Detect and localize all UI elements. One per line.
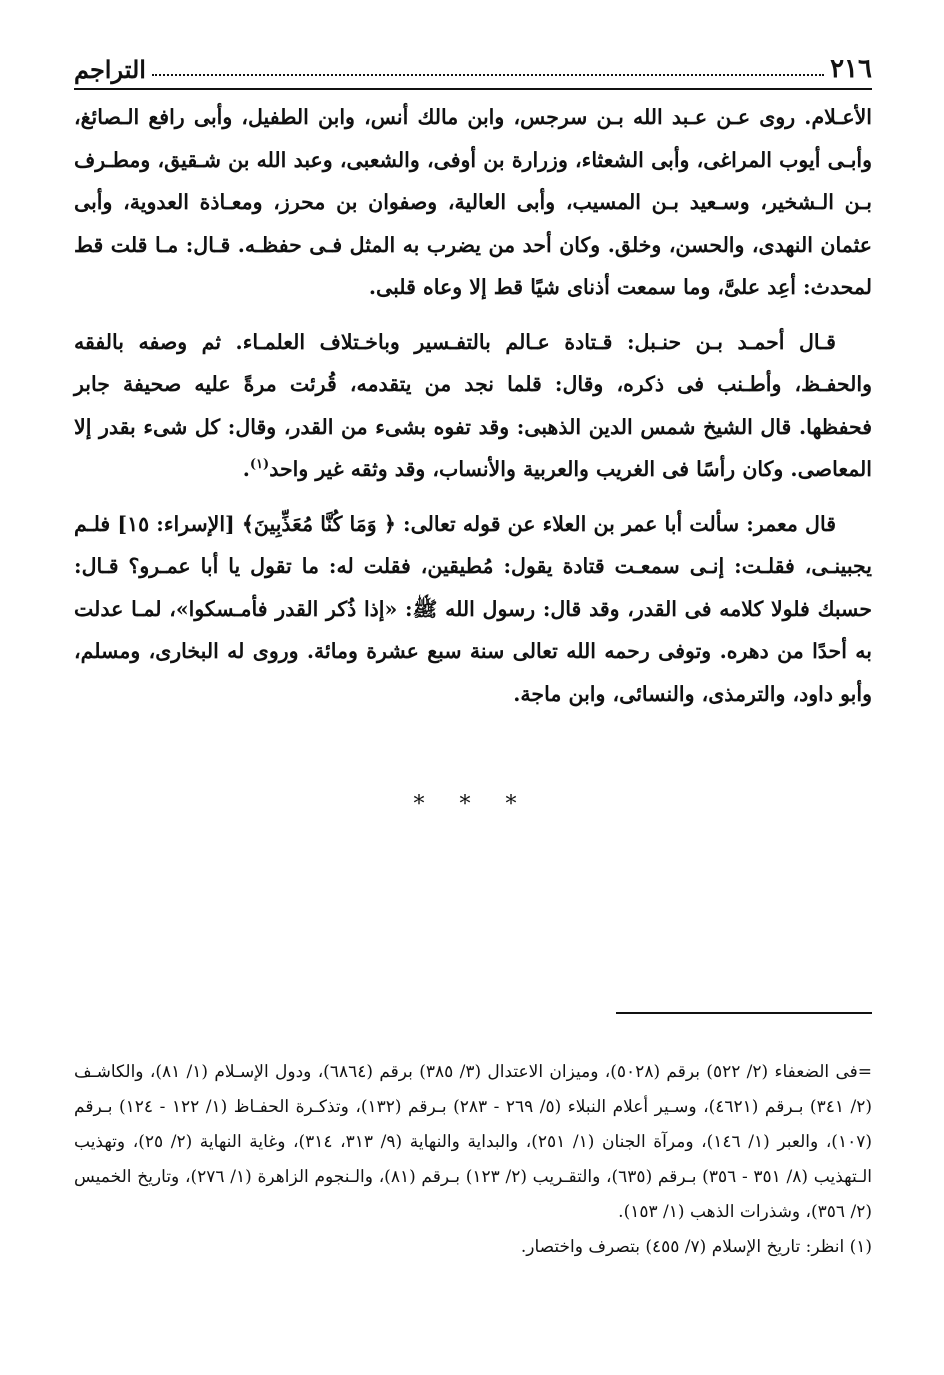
paragraph-2-text: قـال أحمـد بـن حنـبل: قـتادة عـالم بالتفـسير وباخـتلاف العلمـاء. ثم وصفه بالفقه والحفـظ، وأطـنب فى ذكره، وقال: قلما نجد من يتقدمه، قُرئت مرةً عليه صحيفة جابر فحفظها. قال الشيخ شمس الدين الذهبى: وقد تفوه بشىء من القدر، وقال: كل شىء بقدر إلا المعاصى. وكان رأسًا فى الغريب والعربية والأنساب، وقد وثقه غير واحد [74, 329, 872, 481]
paragraph-3: قال معمر: سألت أبا عمر بن العلاء عن قوله تعالى: ﴿ وَمَا كُنَّا مُعَذِّبِينَ﴾ [الإسراء: ١٥] فلـم يجبينـى، فقلـت: إنـى سمعـت قتادة يقول: مُطيقين، فقلت له: ما تقول يا أبا عمـرو؟ قـال: حسبك فلولا كلامه فى القدر، وقد قال: رسول الله ﷺ: «إذا ذُكر القدر فأمـسكوا»، لمـا عدلت به أحدًا من دهره. وتوفى رحمه الله تعالى سنة سبع عشرة ومائة. وروى له البخارى، ومسلم، وأبو داود، والترمذى، والنسائى، وابن ماجة. [74, 511, 872, 706]
paragraph-2 [74, 321, 872, 491]
section-separator: * * * [413, 792, 531, 817]
footnotes [74, 1055, 872, 1265]
footnote-1: (١) انظر: تاريخ الإسلام (٧/ ٤٥٥) بتصرف واختصار. [520, 1237, 872, 1257]
footnote-continued: =فى الضعفاء (٢/ ٥٢٢) برقم (٥٠٢٨)، وميزان الاعتدال (٣/ ٣٨٥) برقم (٦٨٦٤)، ودول الإسـلام (١/ ٨١)، والكاشـف (٢/ ٣٤١) بـرقم (٤٦٢١)، وسـير أعلام النبلاء (٥/ ٢٦٩ - ٢٨٣) بـرقم (١٣٢)، وتذكـرة الحفـاظ (١/ ١٢٢ - ١٢٤) بـرقم (١٠٧)، والعبر (١/ ١٤٦)، ومرآة الجنان (١/ ٢٥١)، والبداية والنهاية (٩/ ٣١٣، ٣١٤)، وغاية النهاية (٢/ ٢٥)، وتهذيب الـتهذيب (٨/ ٣٥١ - ٣٥٦) بـرقم (٦٣٥)، والتقـريب (٢/ ١٢٣) بـرقم (٨١)، والـنجوم الزاهرة (١/ ٢٧٦)، وتاريخ الخميس (٢/ ٣٥٦)، وشذرات الذهب (١/ ١٥٣). [74, 1062, 872, 1222]
footnote-reference[interactable]: (١) [249, 457, 270, 473]
page-header [74, 44, 872, 90]
main-text [74, 96, 872, 727]
header-leader-dots [152, 74, 824, 76]
paragraph-2-end: . [242, 457, 250, 481]
running-title: التراجم [74, 55, 146, 84]
paragraph-1: الأعـلام. روى عـن عـبد الله بـن سرجس، وابن مالك أنس، وابن الطفيل، وأبى رافع الـصائغ، وأبـى أيوب المراغى، وأبى الشعثاء، وزرارة بن أوفى، والشعبى، وعبد الله بن شـقيق، ومطـرف بـن الـشخير، وسـعيد بـن المسيب، وأبى العالية، وصفوان بن محرز، ومعـاذة العدوية، وأبى عثمان النهدى، والحسن، وخلق. وكان أحد من يضرب به المثل فـى حفظـه. قـال: مـا قلت قط لمحدث: أعِد علىَّ، وما سمعت أذناى شيًا قط إلا وعاه قلبى. [74, 105, 872, 299]
footnote-divider [616, 1012, 872, 1014]
page-number: ٢١٦ [830, 54, 872, 84]
